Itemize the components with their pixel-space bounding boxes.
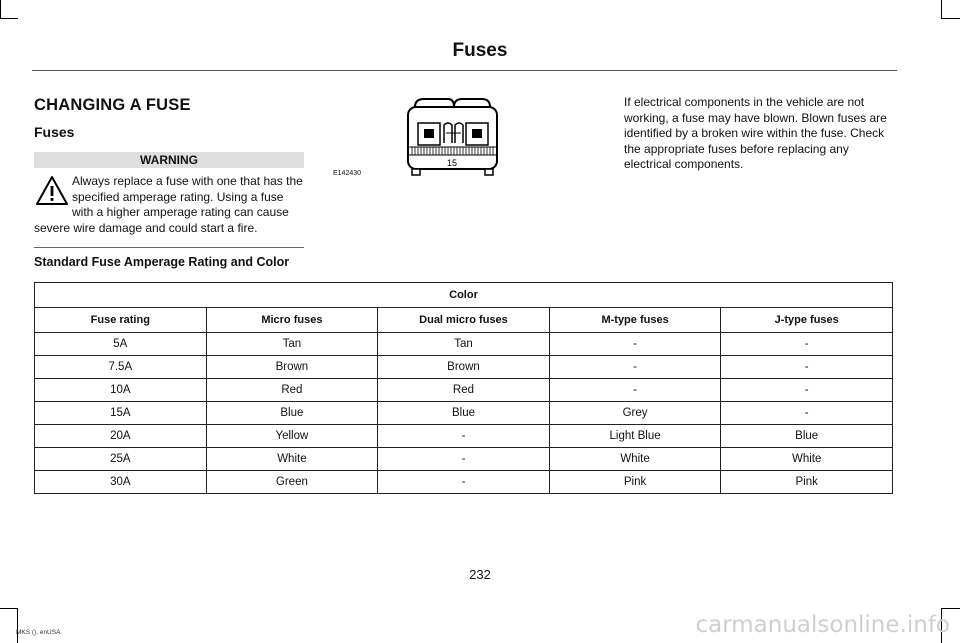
- column-header: Micro fuses: [206, 308, 378, 333]
- table-cell: -: [378, 471, 550, 494]
- table-header-row: [35, 308, 893, 333]
- crop-mark-bottom-left-horizontal: [0, 608, 18, 609]
- table-cell: Pink: [549, 471, 721, 494]
- table-cell: Brown: [378, 356, 550, 379]
- footer-text: MKS (), enUSA: [16, 629, 61, 636]
- crop-mark-top-right-vertical: [941, 0, 942, 18]
- table-cell: -: [721, 402, 893, 425]
- table-cell: -: [378, 425, 550, 448]
- header-rule: [32, 70, 897, 71]
- crop-mark-bottom-left-vertical: [17, 608, 18, 643]
- table-cell: 30A: [35, 471, 207, 494]
- fuse-illustration: [400, 95, 505, 180]
- table-row: [35, 402, 893, 425]
- fuse-number: 15: [446, 158, 458, 168]
- column-header: Fuse rating: [35, 308, 207, 333]
- table-cell: 20A: [35, 425, 207, 448]
- table-cell: Blue: [721, 425, 893, 448]
- fuse-table: [34, 282, 893, 494]
- table-cell: 25A: [35, 448, 207, 471]
- table-cell: 5A: [35, 333, 207, 356]
- page-number: 232: [469, 567, 491, 582]
- table-cell: Red: [206, 379, 378, 402]
- table-cell: Tan: [378, 333, 550, 356]
- column-header: J-type fuses: [721, 308, 893, 333]
- table-cell: -: [549, 356, 721, 379]
- table-title: Standard Fuse Amperage Rating and Color: [34, 255, 290, 269]
- warning-box: [34, 174, 304, 236]
- info-paragraph: If electrical components in the vehicle are not working, a fuse may have blown. Blown fuses are identified by a broken wire within the fuse. Check the appropriate fuses before replacing any electrical components.: [624, 95, 887, 172]
- table-row: [35, 333, 893, 356]
- table-row: [35, 471, 893, 494]
- warning-triangle-icon: [34, 174, 70, 208]
- table-cell: -: [721, 333, 893, 356]
- table-row: [35, 425, 893, 448]
- table-cell: 10A: [35, 379, 207, 402]
- table-cell: Blue: [206, 402, 378, 425]
- table-row: [35, 356, 893, 379]
- crop-mark-top-right-horizontal: [941, 18, 960, 19]
- page-header-title: Fuses: [452, 40, 508, 61]
- crop-mark-top-left-horizontal: [0, 18, 18, 19]
- warning-rule: [34, 247, 304, 248]
- table-cell: -: [721, 379, 893, 402]
- table-cell: Tan: [206, 333, 378, 356]
- column-header: M-type fuses: [549, 308, 721, 333]
- table-cell: 7.5A: [35, 356, 207, 379]
- table-cell: Yellow: [206, 425, 378, 448]
- crop-mark-top-left-vertical: [0, 0, 1, 18]
- section-heading: CHANGING A FUSE: [34, 96, 191, 114]
- table-cell: White: [206, 448, 378, 471]
- table-cell: Green: [206, 471, 378, 494]
- section-subheading: Fuses: [34, 124, 75, 140]
- table-cell: Blue: [378, 402, 550, 425]
- table-cell: White: [549, 448, 721, 471]
- table-cell: Light Blue: [549, 425, 721, 448]
- table-row: [35, 448, 893, 471]
- table-cell: White: [721, 448, 893, 471]
- table-cell: 15A: [35, 402, 207, 425]
- crop-mark-bottom-right-horizontal: [941, 608, 960, 609]
- table-cell: -: [549, 379, 721, 402]
- table-cell: Red: [378, 379, 550, 402]
- table-group-header: Color: [35, 283, 893, 308]
- warning-text: Always replace a fuse with one that has the specified amperage rating. Using a fuse with a higher amperage rating can cause severe wire damage and could start a fire.: [34, 174, 303, 235]
- table-cell: Pink: [721, 471, 893, 494]
- table-cell: Grey: [549, 402, 721, 425]
- table-cell: -: [721, 356, 893, 379]
- table-row: [35, 379, 893, 402]
- warning-label: WARNING: [34, 152, 304, 168]
- table-cell: -: [378, 448, 550, 471]
- column-header: Dual micro fuses: [378, 308, 550, 333]
- figure-label: E142430: [333, 170, 362, 177]
- table-cell: Brown: [206, 356, 378, 379]
- table-cell: -: [549, 333, 721, 356]
- watermark: carmanualsonline.info: [695, 612, 950, 638]
